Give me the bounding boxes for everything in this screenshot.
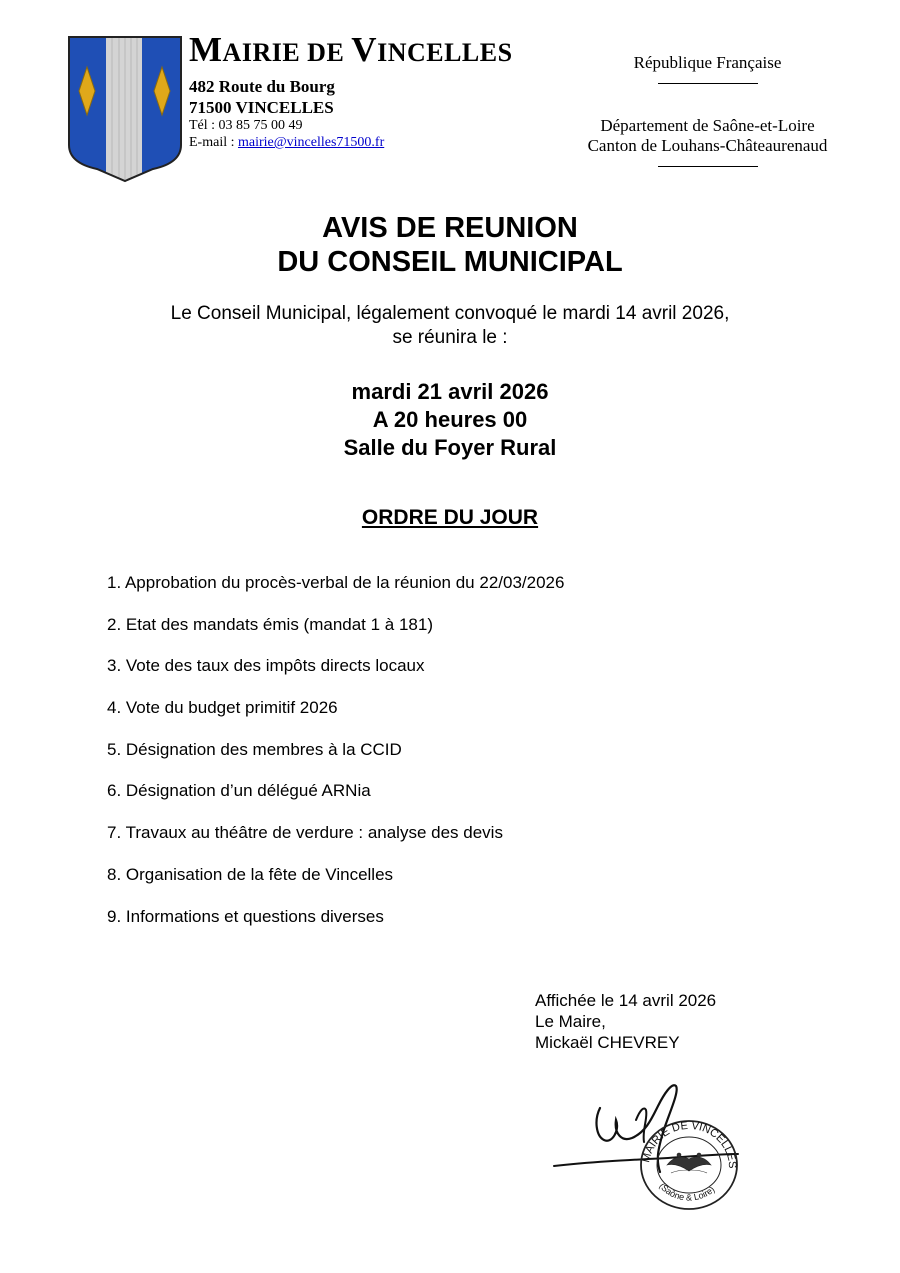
email-link[interactable]: mairie@vincelles71500.fr bbox=[238, 135, 385, 150]
email-label: E-mail : bbox=[189, 135, 238, 150]
mairie-title: MAIRIE DE VINCELLES bbox=[189, 30, 513, 69]
posted-date: Affichée le 14 avril 2026 bbox=[535, 991, 717, 1010]
page-title bbox=[0, 211, 900, 279]
agenda-list bbox=[107, 571, 564, 946]
email-line bbox=[189, 135, 384, 151]
signer-role: Le Maire, bbox=[535, 1012, 606, 1031]
meeting-details bbox=[0, 378, 900, 462]
departement-label: Département de Saône-et-Loire bbox=[600, 116, 815, 135]
agenda-item: 4. Vote du budget primitif 2026 bbox=[107, 698, 338, 718]
meeting-place: Salle du Foyer Rural bbox=[343, 435, 557, 460]
title-line: DU CONSEIL MUNICIPAL bbox=[277, 246, 623, 278]
agenda-item: 9. Informations et questions diverses bbox=[107, 906, 384, 926]
divider bbox=[658, 73, 758, 84]
republique-label: République Française bbox=[633, 53, 782, 72]
meeting-date: mardi 21 avril 2026 bbox=[351, 379, 549, 404]
svg-text:MAIRIE DE VINCELLES: MAIRIE DE VINCELLES bbox=[640, 1119, 739, 1169]
agenda-item: 5. Désignation des membres à la CCID bbox=[107, 739, 402, 759]
title-line: AVIS DE REUNION bbox=[322, 212, 578, 244]
agenda-item: 3. Vote des taux des impôts directs locaux bbox=[107, 656, 425, 676]
agenda-item: 6. Désignation d’un délégué ARNia bbox=[107, 781, 371, 801]
signature-block bbox=[535, 990, 716, 1053]
address-city: 71500 VINCELLES bbox=[189, 98, 334, 117]
agenda-title: ORDRE DU JOUR bbox=[361, 506, 539, 529]
intro-line: se réunira le : bbox=[392, 327, 508, 348]
svg-text:(Saône & Loire): (Saône & Loire) bbox=[657, 1180, 717, 1203]
coat-of-arms-logo bbox=[67, 35, 183, 183]
agenda-item: 8. Organisation de la fête de Vincelles bbox=[107, 864, 394, 884]
agenda-item: 1. Approbation du procès-verbal de la réunion du 22/03/2026 bbox=[107, 573, 565, 592]
intro-line: Le Conseil Municipal, légalement convoqué le mardi 14 avril 2026, bbox=[170, 303, 730, 324]
canton-label: Canton de Louhans-Châteaurenaud bbox=[587, 136, 828, 155]
intro-text bbox=[0, 302, 900, 350]
meeting-time: A 20 heures 00 bbox=[372, 407, 528, 432]
administrative-header bbox=[560, 53, 855, 167]
agenda-item: 2. Etat des mandats émis (mandat 1 à 181) bbox=[107, 614, 434, 634]
address-street: 482 Route du Bourg bbox=[189, 77, 335, 96]
agenda-item: 7. Travaux au théâtre de verdure : analyse des devis bbox=[107, 823, 503, 843]
signer-name: Mickaël CHEVREY bbox=[535, 1033, 680, 1052]
municipal-stamp bbox=[637, 1115, 741, 1211]
divider bbox=[658, 156, 758, 167]
phone-number: Tél : 03 85 75 00 49 bbox=[189, 118, 303, 133]
